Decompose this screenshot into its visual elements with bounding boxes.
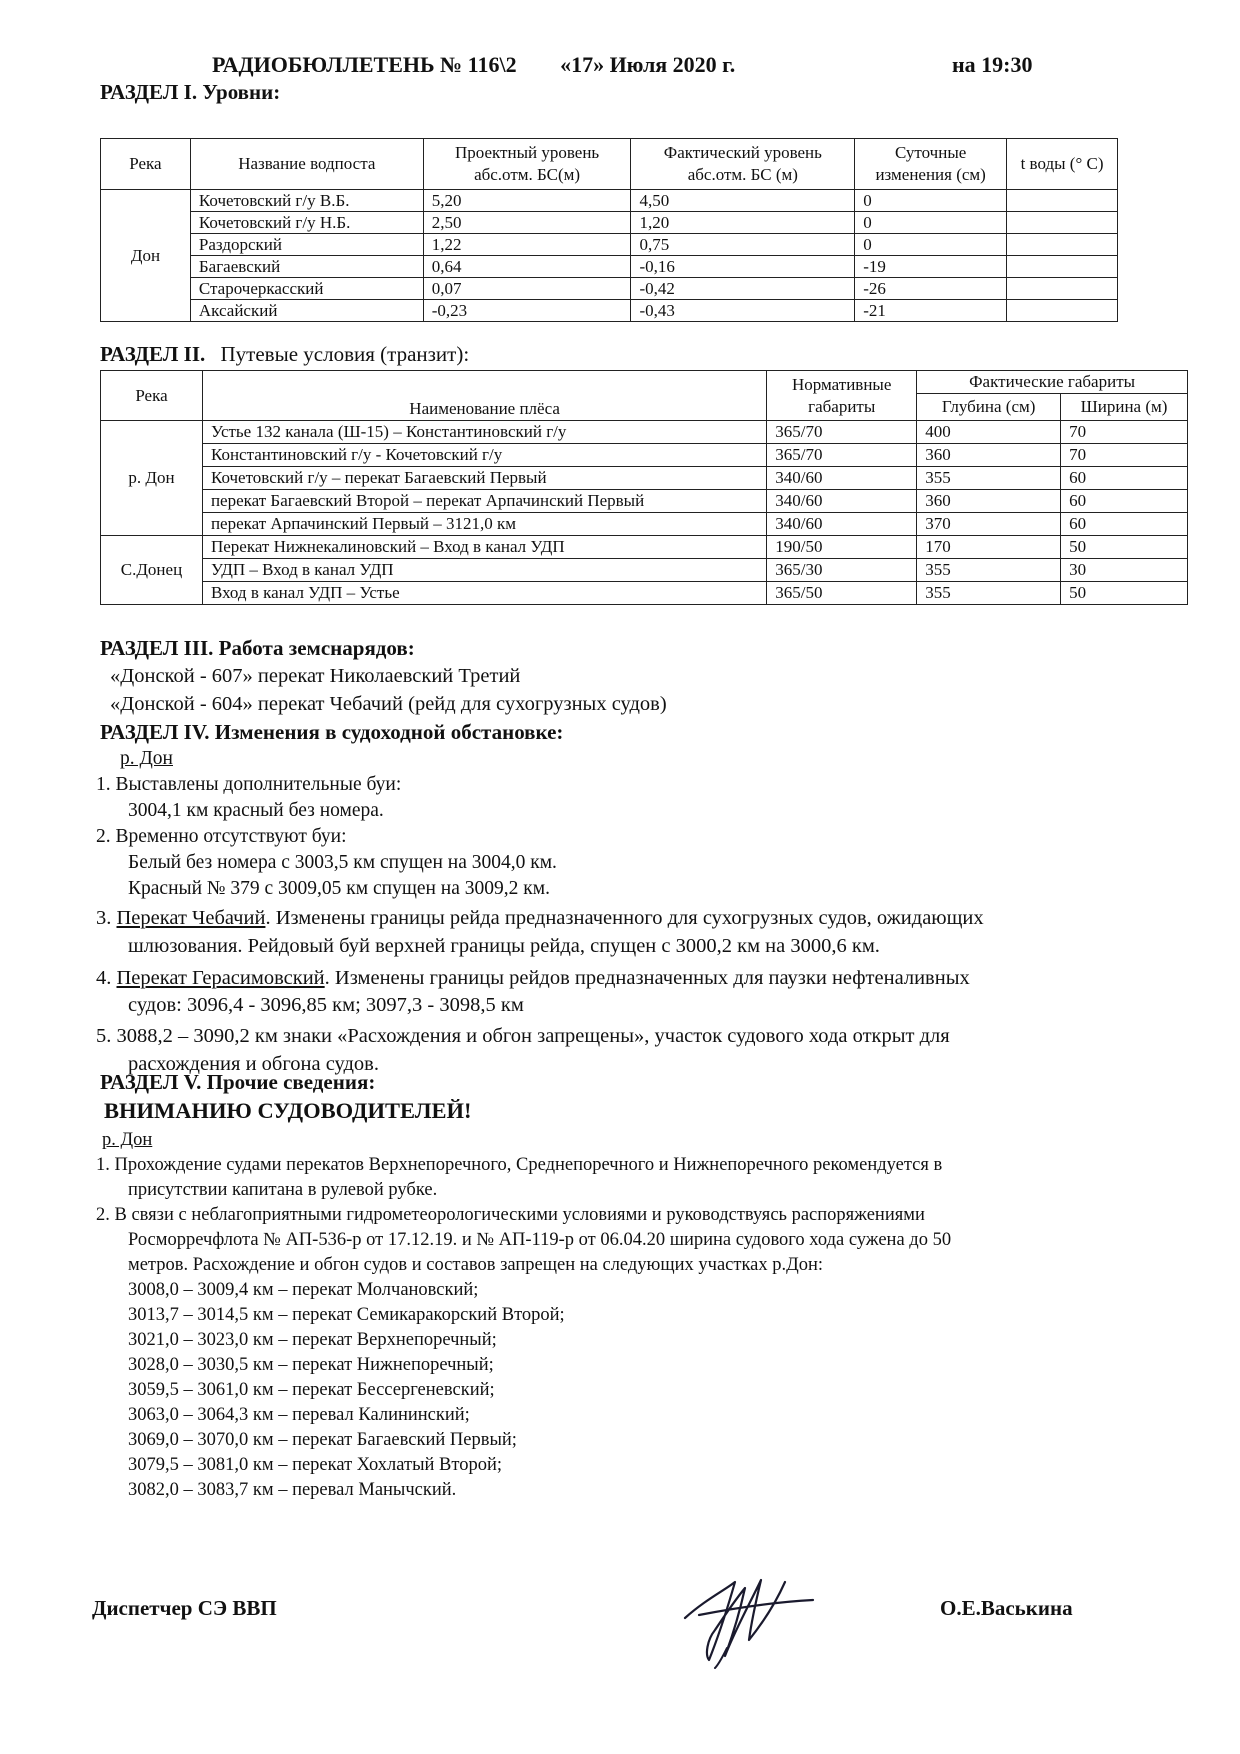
reach-cell: Вход в канал УДП – Устье xyxy=(202,582,766,605)
station-cell: Старочеркасский xyxy=(190,278,423,300)
s4-item3-line2: шлюзования. Рейдовый буй верхней границы рейда, спущен с 3000,2 км на 3000,6 км. xyxy=(128,935,880,957)
s4-item4 xyxy=(96,964,1196,992)
reach-cell: Устье 132 канала (Ш-15) – Константиновский г/у xyxy=(202,421,766,444)
table-row xyxy=(101,490,1188,513)
transit-col-actual: Фактические габариты xyxy=(917,371,1188,394)
dredger-line: «Донской - 604» перекат Чебачий (рейд для сухогрузных судов) xyxy=(110,693,667,715)
s4-item5: 5. 3088,2 – 3090,2 км знаки «Расхождения и обгон запрещены», участок судового хода открыт для xyxy=(96,1025,950,1047)
levels-col-station: Название водпоста xyxy=(190,139,423,190)
table-row xyxy=(101,256,1118,278)
section2-title xyxy=(100,342,469,367)
levels-col-design: Проектный уровень абс.отм. БС(м) xyxy=(423,139,631,190)
s4-item4-text: . Изменены границы рейдов предназначенных для паузки нефтеналивных xyxy=(324,967,970,989)
s5-item2-line3: метров. Расхождение и обгон судов и составов запрещен на следующих участках р.Дон: xyxy=(128,1255,824,1275)
s4-item4-number: 4. xyxy=(96,967,112,989)
section2-title-rest: Путевые условия (транзит): xyxy=(220,342,470,366)
s5-item1: 1. Прохождение судами перекатов Верхнепоречного, Среднепоречного и Нижнепоречного рекомендуется в xyxy=(96,1155,943,1175)
levels-river-cell: Дон xyxy=(101,190,191,322)
reach-cell: Кочетовский г/у – перекат Багаевский Первый xyxy=(202,467,766,490)
table-row xyxy=(101,513,1188,536)
transit-river-cell: р. Дон xyxy=(101,421,203,536)
table-row xyxy=(101,536,1188,559)
norm-cell: 340/60 xyxy=(767,467,917,490)
transit-col-depth: Глубина (см) xyxy=(917,394,1061,421)
design-level-cell: 2,50 xyxy=(423,212,631,234)
section4-body xyxy=(96,746,1196,1078)
section1-title: РАЗДЕЛ I. Уровни: xyxy=(100,80,281,104)
s4-item4-line2: судов: 3096,4 - 3096,85 км; 3097,3 - 3098,5 км xyxy=(128,994,524,1016)
dispatcher-position: Диспетчер СЭ ВВП xyxy=(92,1596,277,1620)
width-cell: 60 xyxy=(1061,513,1188,536)
daily-change-cell: -26 xyxy=(855,278,1007,300)
list-item: 3069,0 – 3070,0 км – перекат Багаевский Первый; xyxy=(128,1430,517,1450)
norm-cell: 340/60 xyxy=(767,513,917,536)
s4-item5-line2: расхождения и обгона судов. xyxy=(128,1053,379,1075)
section5-river: р. Дон xyxy=(102,1130,153,1150)
norm-cell: 365/70 xyxy=(767,421,917,444)
dispatcher-name: О.Е.Васькина xyxy=(940,1596,1073,1620)
temp-cell xyxy=(1007,234,1118,256)
table-row xyxy=(101,278,1118,300)
bulletin-number: РАДИОБЮЛЛЕТЕНЬ № 116\2 xyxy=(212,52,517,77)
norm-cell: 365/30 xyxy=(767,559,917,582)
bulletin-time: на 19:30 xyxy=(952,52,1033,77)
list-item: 3021,0 – 3023,0 км – перекат Верхнепоречный; xyxy=(128,1330,497,1350)
list-item: 3082,0 – 3083,7 км – перевал Манычский. xyxy=(128,1480,457,1500)
width-cell: 30 xyxy=(1061,559,1188,582)
bulletin-header xyxy=(212,52,1033,78)
reach-cell: перекат Багаевский Второй – перекат Арпачинский Первый xyxy=(202,490,766,513)
norm-cell: 190/50 xyxy=(767,536,917,559)
levels-table xyxy=(100,138,1118,322)
temp-cell xyxy=(1007,300,1118,322)
daily-change-cell: 0 xyxy=(855,190,1007,212)
transit-table xyxy=(100,370,1188,605)
design-level-cell: 0,64 xyxy=(423,256,631,278)
list-item: 3013,7 – 3014,5 км – перекат Семикаракорский Второй; xyxy=(128,1305,565,1325)
s5-item2: 2. В связи с неблагоприятными гидрометеорологическими условиями и руководствуясь распоряжениями xyxy=(96,1205,925,1225)
temp-cell xyxy=(1007,278,1118,300)
daily-change-cell: -21 xyxy=(855,300,1007,322)
s4-item1-detail: 3004,1 км красный без номера. xyxy=(128,800,384,821)
s4-item2-detail: Белый без номера с 3003,5 км спущен на 3004,0 км. xyxy=(128,852,557,873)
norm-cell: 365/50 xyxy=(767,582,917,605)
design-level-cell: 0,07 xyxy=(423,278,631,300)
section2-title-bold: РАЗДЕЛ II. xyxy=(100,342,206,366)
s4-item2-detail: Красный № 379 с 3009,05 км спущен на 3009,2 км. xyxy=(128,878,550,899)
actual-level-cell: -0,42 xyxy=(631,278,855,300)
width-cell: 60 xyxy=(1061,467,1188,490)
width-cell: 70 xyxy=(1061,421,1188,444)
station-cell: Раздорский xyxy=(190,234,423,256)
actual-level-cell: 0,75 xyxy=(631,234,855,256)
list-item: 3059,5 – 3061,0 км – перекат Бессергеневский; xyxy=(128,1380,495,1400)
table-row xyxy=(101,444,1188,467)
actual-level-cell: 4,50 xyxy=(631,190,855,212)
depth-cell: 360 xyxy=(917,444,1061,467)
daily-change-cell: 0 xyxy=(855,234,1007,256)
reach-cell: Перекат Нижнекалиновский – Вход в канал УДП xyxy=(202,536,766,559)
depth-cell: 355 xyxy=(917,559,1061,582)
transit-col-river: Река xyxy=(101,371,203,421)
transit-river-cell: С.Донец xyxy=(101,536,203,605)
s4-item1: 1. Выставлены дополнительные буи: xyxy=(96,774,402,795)
s5-item1-line2: присутствии капитана в рулевой рубке. xyxy=(128,1180,438,1200)
section5-title: РАЗДЕЛ V. Прочие сведения: xyxy=(100,1070,376,1094)
dredgers-list xyxy=(110,662,667,718)
temp-cell xyxy=(1007,256,1118,278)
section4-river: р. Дон xyxy=(120,748,173,769)
norm-cell: 340/60 xyxy=(767,490,917,513)
s4-item3-text: . Изменены границы рейда предназначенного для сухогрузных судов, ожидающих xyxy=(265,907,984,929)
list-item: 3008,0 – 3009,4 км – перекат Молчановский; xyxy=(128,1280,479,1300)
reach-cell: Константиновский г/у - Кочетовский г/у xyxy=(202,444,766,467)
s4-item3-reach: Перекат Чебачий xyxy=(116,907,266,929)
reach-cell: УДП – Вход в канал УДП xyxy=(202,559,766,582)
restricted-sections-list xyxy=(96,1278,1196,1503)
section4-title: РАЗДЕЛ IV. Изменения в судоходной обстановке: xyxy=(100,720,564,744)
table-row xyxy=(101,234,1118,256)
temp-cell xyxy=(1007,190,1118,212)
section5-body xyxy=(96,1128,1196,1503)
width-cell: 50 xyxy=(1061,536,1188,559)
levels-col-temp: t воды (° С) xyxy=(1007,139,1118,190)
design-level-cell: -0,23 xyxy=(423,300,631,322)
s4-item3 xyxy=(96,904,1196,932)
transit-col-norm: Нормативные габариты xyxy=(767,371,917,421)
s4-item4-reach: Перекат Герасимовский xyxy=(116,967,325,989)
s4-item2: 2. Временно отсутствуют буи: xyxy=(96,826,347,847)
depth-cell: 355 xyxy=(917,467,1061,490)
levels-col-daily: Суточные изменения (см) xyxy=(855,139,1007,190)
width-cell: 70 xyxy=(1061,444,1188,467)
table-row xyxy=(101,300,1118,322)
s5-item2-line2: Росморречфлота № АП-536-р от 17.12.19. и № АП-119-р от 06.04.20 ширина судового хода сужена до 50 xyxy=(128,1230,952,1250)
levels-col-actual: Фактический уровень абс.отм. БС (м) xyxy=(631,139,855,190)
table-row xyxy=(101,559,1188,582)
table-row xyxy=(101,582,1188,605)
depth-cell: 355 xyxy=(917,582,1061,605)
daily-change-cell: 0 xyxy=(855,212,1007,234)
actual-level-cell: -0,16 xyxy=(631,256,855,278)
design-level-cell: 1,22 xyxy=(423,234,631,256)
actual-level-cell: 1,20 xyxy=(631,212,855,234)
daily-change-cell: -19 xyxy=(855,256,1007,278)
actual-level-cell: -0,43 xyxy=(631,300,855,322)
width-cell: 50 xyxy=(1061,582,1188,605)
s4-item3-number: 3. xyxy=(96,907,112,929)
design-level-cell: 5,20 xyxy=(423,190,631,212)
transit-col-width: Ширина (м) xyxy=(1061,394,1188,421)
norm-cell: 365/70 xyxy=(767,444,917,467)
bulletin-date: «17» Июля 2020 г. xyxy=(560,52,736,77)
depth-cell: 170 xyxy=(917,536,1061,559)
transit-table-header xyxy=(101,371,1188,394)
station-cell: Багаевский xyxy=(190,256,423,278)
table-row xyxy=(101,421,1188,444)
list-item: 3028,0 – 3030,5 км – перекат Нижнепоречный; xyxy=(128,1355,494,1375)
station-cell: Аксайский xyxy=(190,300,423,322)
depth-cell: 400 xyxy=(917,421,1061,444)
attention-heading: ВНИМАНИЮ СУДОВОДИТЕЛЕЙ! xyxy=(104,1098,472,1123)
transit-col-reach: Наименование плёса xyxy=(202,371,766,421)
table-row xyxy=(101,212,1118,234)
table-row xyxy=(101,190,1118,212)
section3-title: РАЗДЕЛ III. Работа земснарядов: xyxy=(100,636,415,660)
levels-col-river: Река xyxy=(101,139,191,190)
list-item: 3063,0 – 3064,3 км – перевал Калининский; xyxy=(128,1405,470,1425)
handwritten-signature xyxy=(665,1560,815,1670)
reach-cell: перекат Арпачинский Первый – 3121,0 км xyxy=(202,513,766,536)
levels-table-header xyxy=(101,139,1118,190)
list-item: 3079,5 – 3081,0 км – перекат Хохлатый Второй; xyxy=(128,1455,503,1475)
station-cell: Кочетовский г/у Н.Б. xyxy=(190,212,423,234)
depth-cell: 370 xyxy=(917,513,1061,536)
table-row xyxy=(101,467,1188,490)
width-cell: 60 xyxy=(1061,490,1188,513)
dredger-line: «Донской - 607» перекат Николаевский Третий xyxy=(110,665,521,687)
depth-cell: 360 xyxy=(917,490,1061,513)
station-cell: Кочетовский г/у В.Б. xyxy=(190,190,423,212)
temp-cell xyxy=(1007,212,1118,234)
